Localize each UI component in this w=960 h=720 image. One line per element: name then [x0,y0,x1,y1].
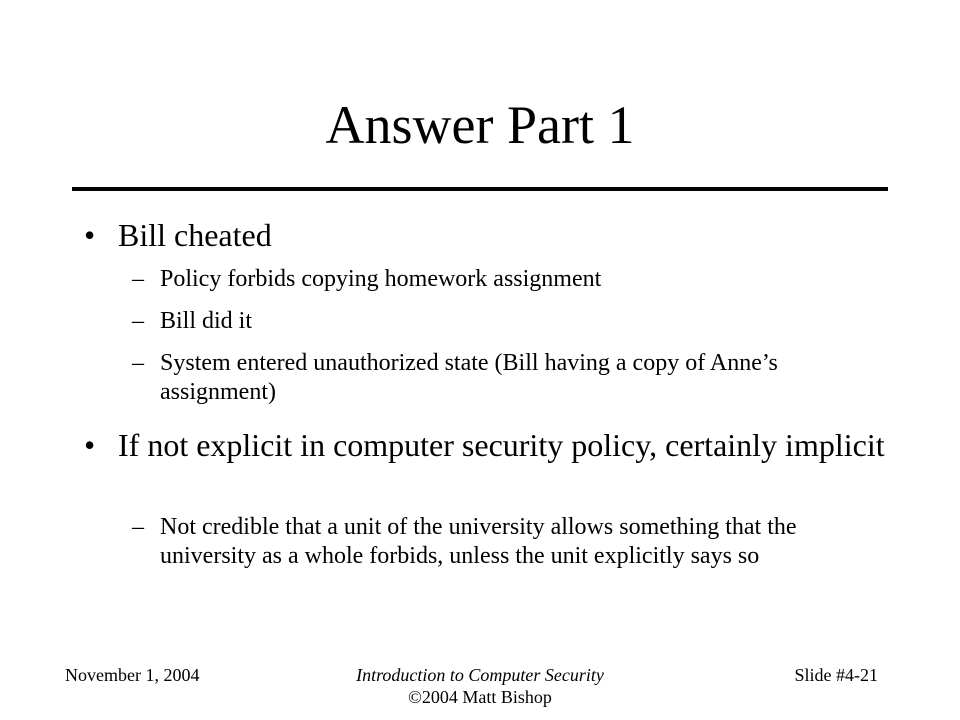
footer-copyright: ©2004 Matt Bishop [408,687,552,707]
sub-bullet-text: Not credible that a unit of the university allows something that the university as a whole forbids, unless the unit explicitly says so [160,514,797,569]
sub-bullet-marker: – [132,514,144,540]
bullet-marker: • [84,217,96,253]
footer-date: November 1, 2004 [65,665,200,685]
footer-slide-number: Slide #4-21 [794,665,878,685]
slide-title: Answer Part 1 [325,95,635,155]
sub-bullet-text: Policy forbids copying homework assignment [160,266,602,292]
sub-bullet-marker: – [132,350,144,376]
sub-bullet-text: System entered unauthorized state (Bill having a copy of Anne’s assignment) [160,350,778,405]
sub-bullet-marker: – [132,266,144,292]
bullet-marker: • [84,427,96,463]
sub-bullet-text: Bill did it [160,308,253,334]
bullet-text: Bill cheated [118,217,272,253]
sub-bullet-marker: – [132,308,144,334]
footer-course: Introduction to Computer Security [356,665,604,685]
bullet-text: If not explicit in computer security policy, certainly implicit [118,427,885,463]
